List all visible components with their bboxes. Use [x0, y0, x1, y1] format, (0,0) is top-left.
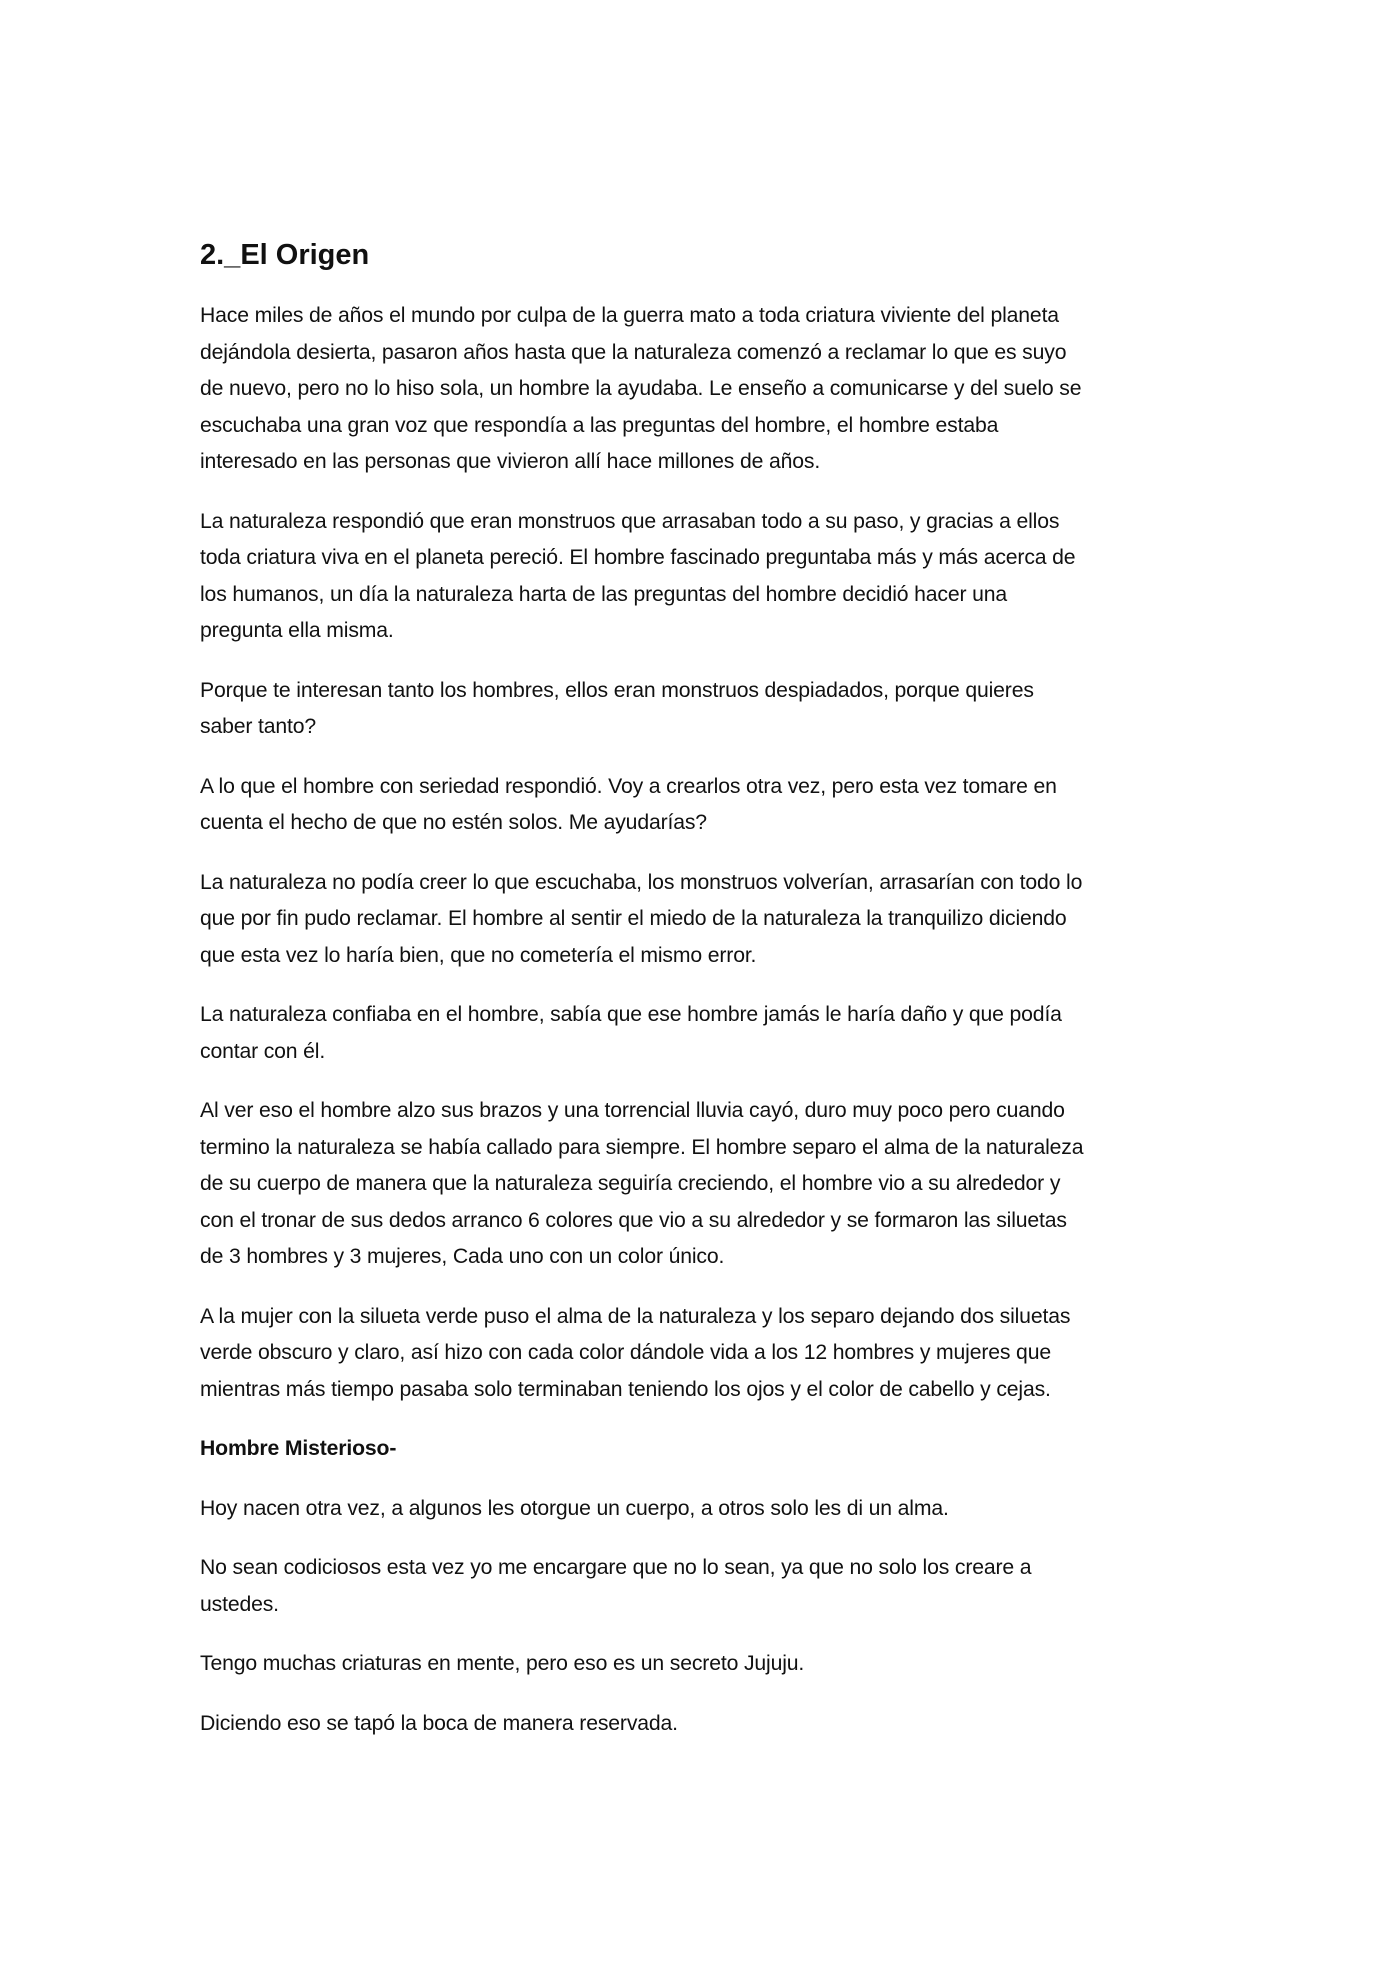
speaker-label: Hombre Misterioso-	[200, 1437, 397, 1460]
paragraph: Hace miles de años el mundo por culpa de la guerra mato a toda criatura viviente del planeta dejándola desierta, pasaron años hasta que la naturaleza comenzó a reclamar lo que es suyo de nuevo, pero no lo hiso sola, un hombre la ayudaba. Le enseño a comunicarse y del suelo se escuchaba una gran voz que respondía a las preguntas del hombre, el hombre estaba interesado en las personas que vivieron allí hace millones de años.	[200, 304, 1082, 473]
paragraph: Hoy nacen otra vez, a algunos les otorgue un cuerpo, a otros solo les di un alma.	[200, 1496, 949, 1520]
paragraph: La naturaleza no podía creer lo que escuchaba, los monstruos volverían, arrasarían con todo lo que por fin pudo reclamar. El hombre al sentir el miedo de la naturaleza la tranquilizo diciendo que esta vez lo haría bien, que no cometería el mismo error.	[200, 870, 1083, 967]
paragraph: Al ver eso el hombre alzo sus brazos y una torrencial lluvia cayó, duro muy poco pero cuando termino la naturaleza se había callado para siempre. El hombre separo el alma de la naturaleza de su cuerpo de manera que la naturaleza seguiría creciendo, el hombre vio a su alrededor y con el tronar de sus dedos arranco 6 colores que vio a su alrededor y se formaron las siluetas de 3 hombres y 3 mujeres, Cada uno con un color único.	[200, 1099, 1084, 1268]
paragraph: Diciendo eso se tapó la boca de manera reservada.	[200, 1711, 678, 1735]
paragraph: Porque te interesan tanto los hombres, ellos eran monstruos despiadados, porque quieres saber tanto?	[200, 678, 1034, 738]
paragraph: No sean codiciosos esta vez yo me encargare que no lo sean, ya que no solo los creare a ustedes.	[200, 1556, 1032, 1616]
paragraph: La naturaleza confiaba en el hombre, sabía que ese hombre jamás le haría daño y que podía contar con él.	[200, 1003, 1062, 1063]
paragraph: Tengo muchas criaturas en mente, pero eso es un secreto Jujuju.	[200, 1652, 805, 1675]
paragraph: La naturaleza respondió que eran monstruos que arrasaban todo a su paso, y gracias a ellos toda criatura viva en el planeta pereció. El hombre fascinado preguntaba más y más acerca de los humanos, un día la naturaleza harta de las preguntas del hombre decidió hacer una pregunta ella misma.	[200, 509, 1076, 642]
paragraph: A lo que el hombre con seriedad respondió. Voy a crearlos otra vez, pero esta vez tomare en cuenta el hecho de que no estén solos. Me ayudarías?	[200, 774, 1057, 834]
paragraph: A la mujer con la silueta verde puso el alma de la naturaleza y los separo dejando dos siluetas verde obscuro y claro, así hizo con cada color dándole vida a los 12 hombres y mujeres que mientras más tiempo pasaba solo terminaban teniendo los ojos y el color de cabello y cejas.	[200, 1304, 1071, 1401]
document-content	[200, 234, 1200, 1765]
chapter-title: 2._El Origen	[200, 239, 370, 271]
